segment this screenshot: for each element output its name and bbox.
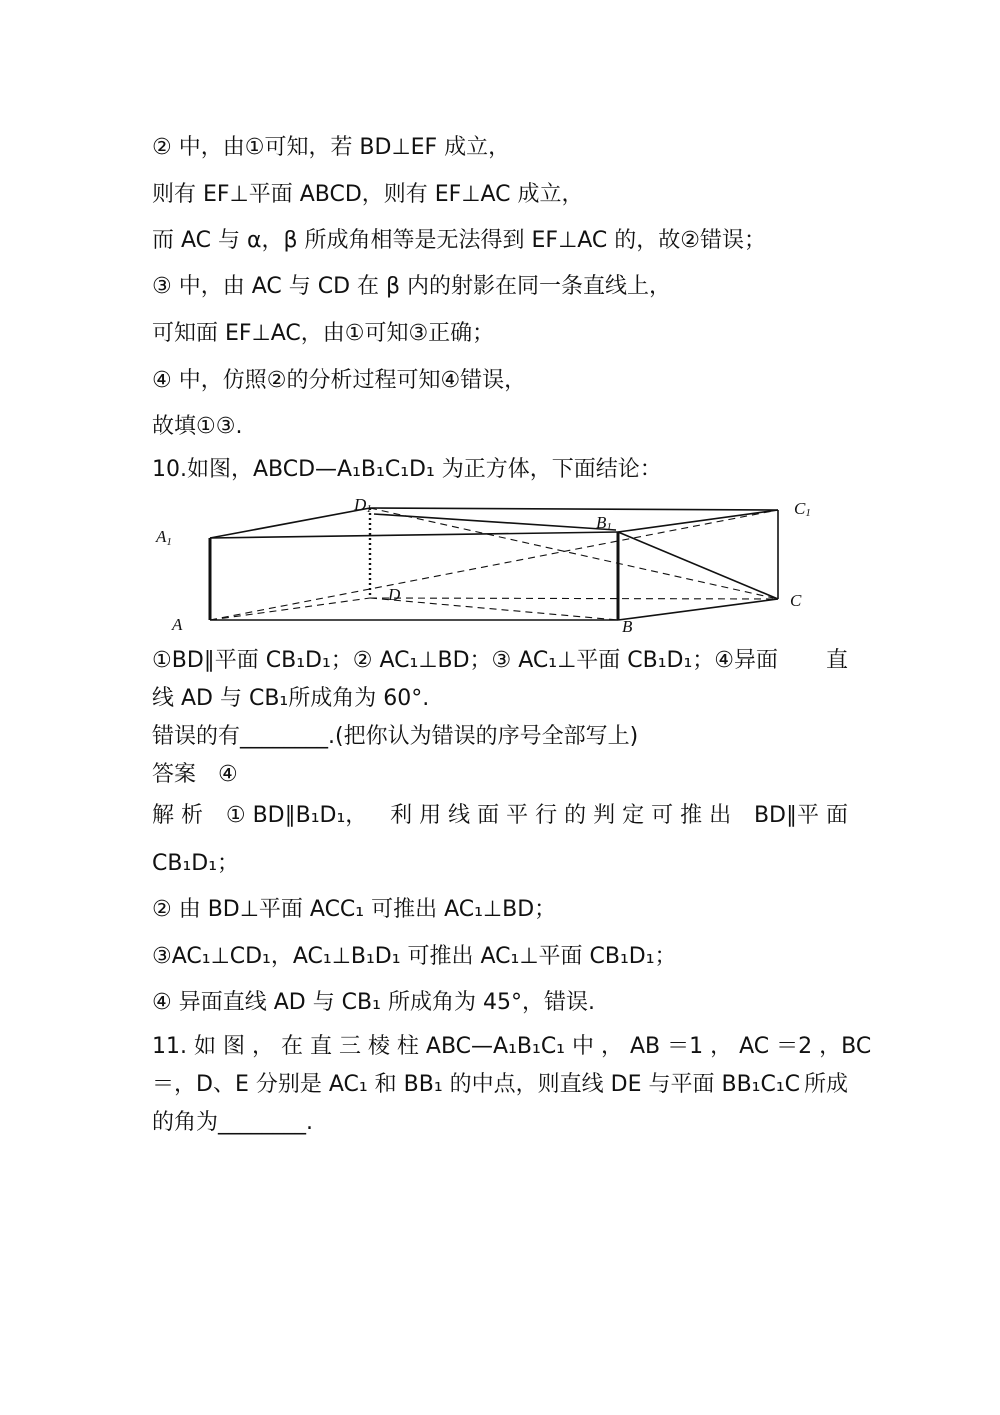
statements-line-1-left: ①BD∥平面 CB₁D₁；② AC₁⊥BD；③ AC₁⊥平面 CB₁D₁；④异面 xyxy=(152,648,779,673)
question-10-statements-line-1 xyxy=(152,646,848,676)
analysis-line-5: ④ 异面直线 AD 与 CB₁ 所成角为 45°，错误. xyxy=(152,990,595,1015)
diagonal-d-b xyxy=(370,598,618,620)
edge-d-c xyxy=(370,598,778,599)
analysis-line-2: CB₁D₁； xyxy=(152,851,240,876)
question-11-line-1 xyxy=(152,1032,872,1062)
label-c1: C1 xyxy=(794,499,811,519)
question-11-line-2-main: ＝，D、E 分别是 AC₁ 和 BB₁ 的中点，则直线 DE 与平面 BB₁C₁C xyxy=(152,1072,801,1097)
cube-figure xyxy=(150,496,850,636)
label-d: D xyxy=(388,585,401,604)
answer-line: 答案 ④ xyxy=(152,762,238,787)
text-line-2: 则有 EF⊥平面 ABCD，则有 EF⊥AC 成立， xyxy=(152,182,584,207)
question-10-stem: 10.如图，ABCD—A₁B₁C₁D₁ 为正方体，下面结论： xyxy=(152,457,662,482)
edge-a-d xyxy=(210,598,370,620)
question-10-prompt: 错误的有________.(把你认为错误的序号全部写上) xyxy=(152,724,639,749)
edge-a1-d1 xyxy=(210,508,370,538)
statements-line-1-right: 直 xyxy=(825,648,848,673)
label-a: A xyxy=(172,615,183,634)
edge-b-c xyxy=(618,599,778,620)
cube-diagram xyxy=(150,496,850,636)
text-line-6: ④ 中，仿照②的分析过程可知④错误， xyxy=(152,368,527,393)
analysis-line-3: ② 由 BD⊥平面 ACC₁ 可推出 AC₁⊥BD； xyxy=(152,897,557,922)
label-c: C xyxy=(790,591,802,610)
edge-a1-b1 xyxy=(210,532,618,538)
edge-b1-c xyxy=(618,532,778,599)
label-a1: A1 xyxy=(156,527,172,548)
analysis-part-3: 利 用 线 面 平 行 的 判 定 可 推 出 xyxy=(390,803,732,828)
edge-d1-c1 xyxy=(370,508,778,510)
question-11-line-1-main: 11. 如 图 ， 在 直 三 棱 柱 ABC—A₁B₁C₁ 中 ， AB ＝1 ， AC ＝2 ， xyxy=(152,1034,842,1059)
analysis-line-1 xyxy=(152,801,848,831)
edge-d1-b1 xyxy=(374,514,616,530)
question-11-line-2-end: 所成 xyxy=(803,1072,848,1097)
label-b: B xyxy=(622,617,633,636)
question-11-line-3: 的角为________. xyxy=(152,1110,313,1135)
diagonal-a-c1 xyxy=(210,510,778,620)
label-b1: B1 xyxy=(596,513,612,533)
analysis-line-4: ③AC₁⊥CD₁，AC₁⊥B₁D₁ 可推出 AC₁⊥平面 CB₁D₁； xyxy=(152,944,677,969)
label-d1: D1 xyxy=(354,496,372,515)
text-line-3: 而 AC 与 α，β 所成角相等是无法得到 EF⊥AC 的，故②错误； xyxy=(152,228,766,253)
question-11-line-1-end: BC xyxy=(841,1034,872,1059)
question-11-line-2 xyxy=(152,1070,848,1100)
analysis-label: 解 析 xyxy=(152,803,203,828)
text-line-7: 故填①③. xyxy=(152,414,243,439)
question-10-statements-line-2: 线 AD 与 CB₁所成角为 60°. xyxy=(152,686,430,711)
text-line-5: 可知面 EF⊥AC，由①可知③正确； xyxy=(152,321,495,346)
text-line-4: ③ 中，由 AC 与 CD 在 β 内的射影在同一条直线上， xyxy=(152,274,672,299)
edge-b1-c1 xyxy=(618,510,778,532)
text-line-1: ② 中，由①可知，若 BD⊥EF 成立， xyxy=(152,135,511,160)
analysis-part-2: ① BD∥B₁D₁， xyxy=(225,803,368,828)
analysis-part-4: BD∥平 面 xyxy=(753,803,848,828)
